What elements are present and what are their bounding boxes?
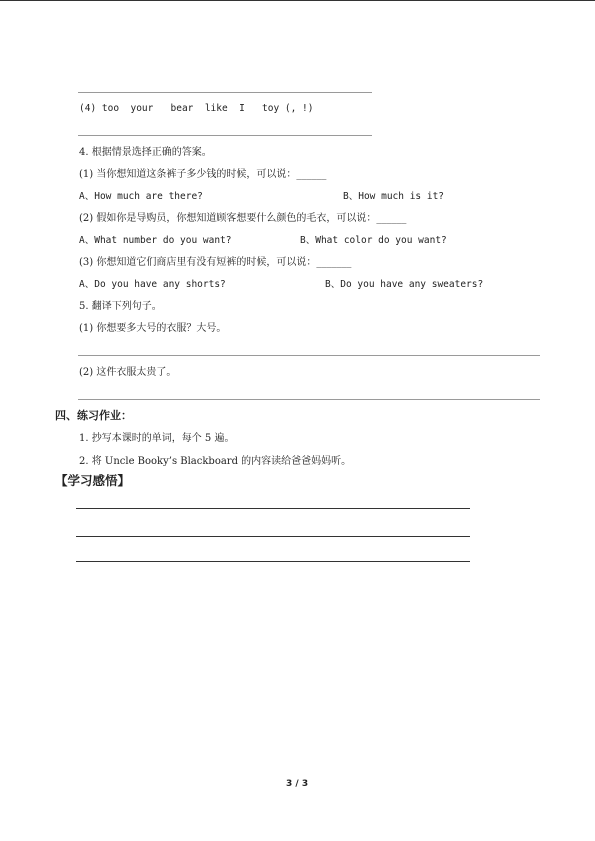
answer-line xyxy=(78,355,540,356)
question-5-title: 5. 翻译下列句子。 xyxy=(79,301,162,312)
reflection-line xyxy=(76,536,470,537)
answer-line xyxy=(78,399,540,400)
question-4-2-option-a: A、What number do you want? xyxy=(79,235,232,246)
question-4-1-prompt: (1) 当你想知道这条裤子多少钱的时候，可以说：______ xyxy=(79,169,327,180)
question-4-1-option-b: B、How much is it? xyxy=(343,191,445,202)
homework-item-2: 2. 将 Uncle Booky’s Blackboard 的内容读给爸爸妈妈听。 xyxy=(79,456,352,467)
question-4-2-prompt: (2) 假如你是导购员，你想知道顾客想要什么颜色的毛衣，可以说：______ xyxy=(79,213,407,224)
question-4-title: 4. 根据情景选择正确的答案。 xyxy=(79,147,212,158)
reflection-title: 【学习感悟】 xyxy=(55,473,131,488)
reflection-line xyxy=(76,561,470,562)
sentence-4: (4) too your bear like I toy (, !) xyxy=(79,103,314,114)
reflection-line xyxy=(76,508,470,509)
question-5-2: (2) 这件衣服太贵了。 xyxy=(79,367,177,378)
section-4-title: 四、练习作业： xyxy=(55,409,132,422)
answer-line xyxy=(78,92,372,93)
page-number: 3 / 3 xyxy=(286,779,309,789)
page-top-border xyxy=(0,0,595,1)
question-4-3-option-a: A、Do you have any shorts? xyxy=(79,279,226,290)
question-4-3-prompt: (3) 你想知道它们商店里有没有短裤的时候，可以说：_______ xyxy=(79,257,352,268)
question-5-1: (1) 你想要多大号的衣服？大号。 xyxy=(79,323,227,334)
answer-line xyxy=(78,135,372,136)
homework-item-1: 1. 抄写本课时的单词，每个 5 遍。 xyxy=(79,433,235,444)
question-4-1-option-a: A、How much are there? xyxy=(79,191,203,202)
question-4-3-option-b: B、Do you have any sweaters? xyxy=(325,279,484,290)
question-4-2-option-b: B、What color do you want? xyxy=(300,235,447,246)
